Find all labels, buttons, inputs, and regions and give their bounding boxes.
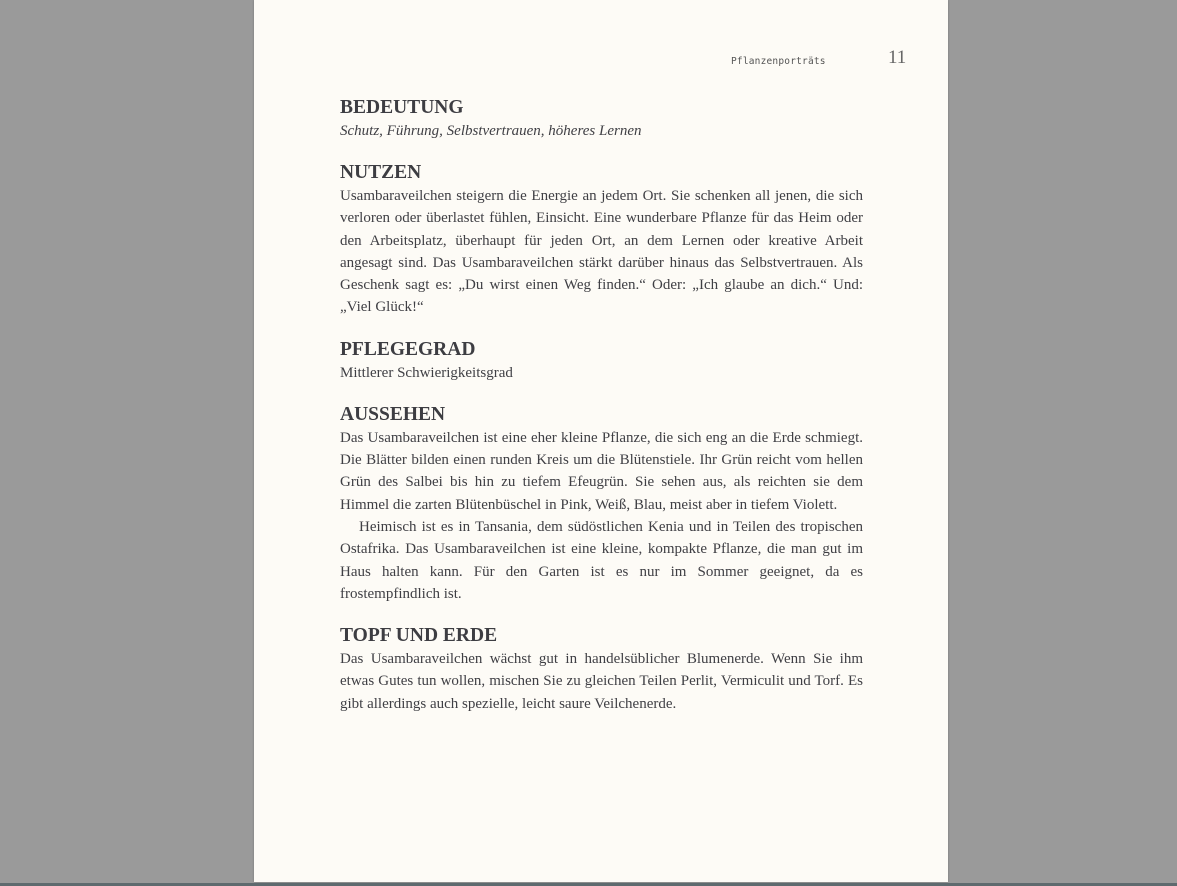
section-bedeutung <box>340 96 863 142</box>
section-paragraph: Das Usambaraveilchen ist eine eher kleine Pflanze, die sich eng an die Erde schmiegt. Die Blätter bilden einen runden Kreis um die Blütenstiele. Ihr Grün reicht vom hellen Grün des Salbei bis hin zu tiefem Efeugrün. Sie sehen aus, als reichten sie dem Himmel die zarten Blütenbüschel in Pink, Weiß, Blau, meist aber in tiefem Violett. <box>340 429 863 513</box>
page-content <box>340 96 863 734</box>
document-page <box>254 0 948 882</box>
section-pflegegrad <box>340 338 863 384</box>
section-topf-und-erde <box>340 624 863 715</box>
section-paragraph: Heimisch ist es in Tansania, dem südöstlichen Kenia und in Teilen des tropischen Ostafrika. Das Usambaraveilchen ist eine kleine, kompakte Pflanze, die man gut im Haus halten kann. Für den Garten ist es nur im Sommer geeignet, da es frostempfindlich ist. <box>340 518 863 602</box>
section-text: Schutz, Führung, Selbstvertrauen, höheres Lernen <box>340 123 642 139</box>
section-text: Das Usambaraveilchen wächst gut in handelsüblicher Blumenerde. Wenn Sie ihm etwas Gutes tun wollen, mischen Sie zu gleichen Teilen Perlit, Vermiculit und Torf. Es gibt allerdings auch spezielle, leicht saure Veilchenerde. <box>340 651 863 712</box>
section-heading: NUTZEN <box>340 162 422 183</box>
section-heading: TOPF UND ERDE <box>340 625 498 647</box>
section-heading: AUSSEHEN <box>340 403 446 425</box>
section-text: Usambaraveilchen steigern die Energie an jedem Ort. Sie schenken all jenen, die sich verloren oder überlastet fühlen, Einsicht. Eine wunderbare Pflanze für das Heim oder den Arbeitsplatz, überhaupt für jeden Ort, an dem Lernen oder kreative Arbeit angesagt sind. Das Usambaraveilchen stärkt darüber hinaus das Selbstvertrauen. Als Geschenk sagt es: „Du wirst einen Weg finden.“ Oder: „Ich glaube an dich.“ Und: „Viel Glück!“ <box>340 188 863 316</box>
section-nutzen <box>340 161 863 319</box>
section-text: Mittlerer Schwierigkeitsgrad <box>340 364 513 381</box>
section-aussehen <box>340 403 863 605</box>
section-heading: PFLEGEGRAD <box>340 338 476 360</box>
section-heading: BEDEUTUNG <box>340 97 464 118</box>
running-head: Pflanzenporträts <box>731 56 826 67</box>
page-number: 11 <box>888 47 907 68</box>
